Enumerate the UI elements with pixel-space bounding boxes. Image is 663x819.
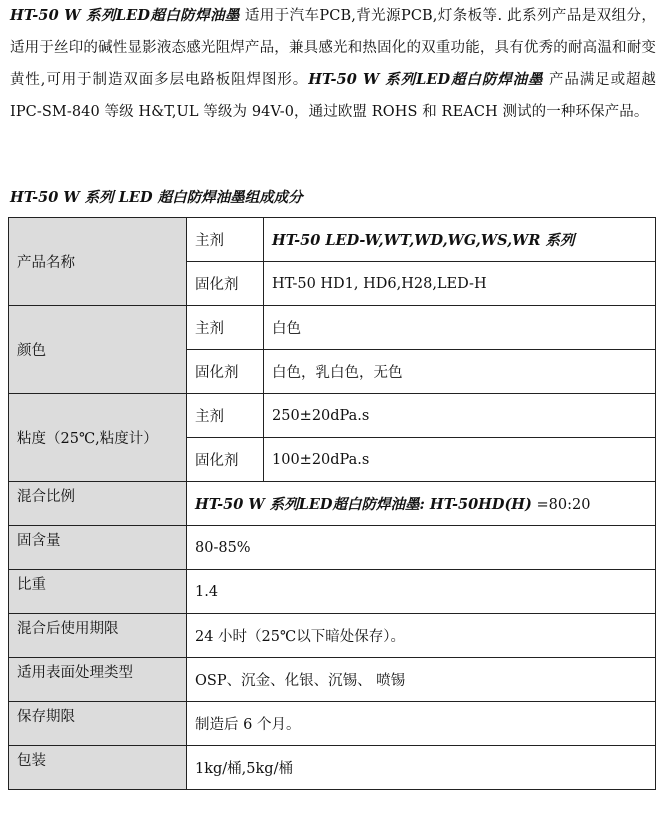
table-row [9,218,656,262]
sub-label-hardener: 固化剂 [187,350,264,394]
solid-content-value: 80-85% [187,526,656,570]
color-main-value: 白色 [264,306,656,350]
table-row [9,306,656,350]
section-title: HT-50 W 系列 LED 超白防焊油墨组成成分 [10,189,303,206]
intro-product-name-2: HT-50 W 系列LED超白防焊油墨 [308,71,544,88]
row-label-color: 颜色 [9,306,187,394]
table-row [9,746,656,790]
row-label-mix-ratio: 混合比例 [9,482,187,526]
product-hardener-value: HT-50 HD1, HD6,H28,LED-H [264,262,656,306]
table-row [9,658,656,702]
specific-gravity-value: 1.4 [187,570,656,614]
row-label-viscosity: 粘度（25℃,粘度计） [9,394,187,482]
sub-label-hardener: 固化剂 [187,438,264,482]
viscosity-hardener-value: 100±20dPa.s [264,438,656,482]
pot-life-value: 24 小时（25℃以下暗处保存）。 [187,614,656,658]
sub-label-main: 主剂 [187,306,264,350]
color-hardener-value: 白色，乳白色，无色 [264,350,656,394]
row-label-surface-treatment: 适用表面处理类型 [9,658,187,702]
row-label-packaging: 包装 [9,746,187,790]
composition-table [8,217,656,790]
table-row [9,482,656,526]
row-label-pot-life: 混合后使用期限 [9,614,187,658]
table-row [9,702,656,746]
row-label-solid-content: 固含量 [9,526,187,570]
product-main-value: HT-50 LED-W,WT,WD,WG,WS,WR 系列 [264,218,656,262]
table-row [9,614,656,658]
surface-treatment-value: OSP、沉金、化银、沉锡、 喷锡 [187,658,656,702]
row-label-specific-gravity: 比重 [9,570,187,614]
shelf-life-value: 制造后 6 个月。 [187,702,656,746]
intro-paragraph [10,0,656,128]
table-row [9,570,656,614]
row-label-product-name: 产品名称 [9,218,187,306]
mix-ratio-number: =80:20 [531,497,591,513]
sub-label-main: 主剂 [187,394,264,438]
mix-ratio-value [187,482,656,526]
viscosity-main-value: 250±20dPa.s [264,394,656,438]
table-row [9,526,656,570]
intro-text: 适用于汽车PCB,背光源PCB,灯条板等. 此系列产品是双组分，适用于丝印的碱性显影液态感光阻焊产品，兼具感光和热固化的双重功能，具有优秀的耐高温和耐变黄性,可用于制造双面多层电路板阻焊图形。 [10,8,656,88]
intro-product-name: HT-50 W 系列LED超白防焊油墨 [10,7,240,24]
sub-label-hardener: 固化剂 [187,262,264,306]
mix-ratio-formula: HT-50 W 系列LED超白防焊油墨: HT-50HD(H) [195,496,532,513]
table-row [9,394,656,438]
sub-label-main: 主剂 [187,218,264,262]
row-label-shelf-life: 保存期限 [9,702,187,746]
packaging-value: 1kg/桶,5kg/桶 [187,746,656,790]
intro-text-2: 产品满足或超越 IPC-SM-840 等级 H&T,UL 等级为 94V-0，通过欧盟 ROHS 和 REACH 测试的一种环保产品。 [10,72,656,120]
